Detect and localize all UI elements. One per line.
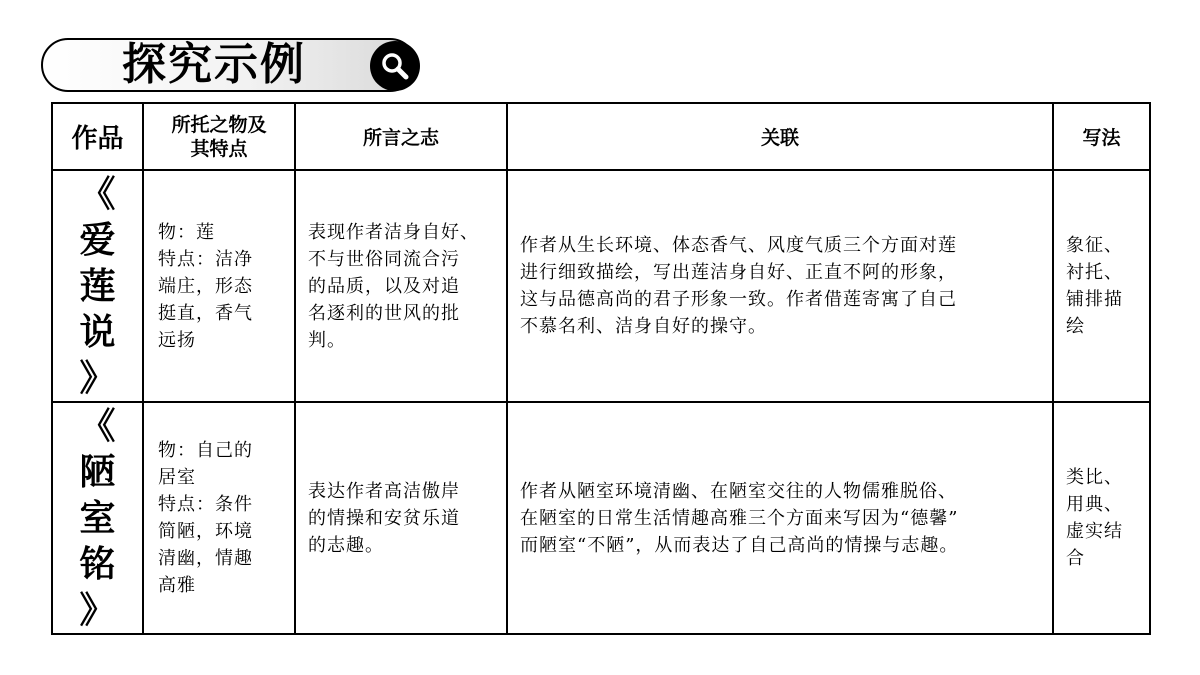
technique-cell: [1053, 402, 1150, 634]
technique-text: 类比、 用典、 虚实结 合: [1066, 467, 1123, 569]
header-object-label: 所托之物及 其特点: [171, 113, 267, 160]
search-icon: [380, 51, 410, 81]
relation-text: 作者从生长环境、体态香气、风度气质三个方面对莲 进行细致描绘，写出莲洁身自好、正直不阿的形象， 这与品德高尚的君子形象一致。作者借莲寄寓了自己 不慕名利、洁身自好的操守。: [520, 235, 957, 337]
relation-cell: [507, 170, 1053, 402]
aspiration-text: 表达作者高洁傲岸 的情操和安贫乐道 的志趣。: [308, 480, 460, 556]
aspiration-text: 表现作者洁身自好、 不与世俗同流合污 的品质，以及对追 名逐利的世风的批 判。: [308, 221, 479, 351]
header-technique: 写法: [1053, 103, 1150, 170]
relation-cell: [507, 402, 1053, 634]
search-badge: [370, 41, 420, 91]
object-cell: [143, 402, 295, 634]
work-title: 《 爱 莲 说 》: [79, 173, 116, 399]
header-object: [143, 103, 295, 170]
table-header-row: [52, 103, 1150, 170]
aspiration-cell: [295, 170, 507, 402]
work-cell: [52, 170, 143, 402]
table-row: [52, 402, 1150, 634]
object-text: 物：莲 特点：洁净 端庄，形态 挺直，香气 远扬: [158, 221, 253, 351]
relation-text: 作者从陋室环境清幽、在陋室交往的人物儒雅脱俗、 在陋室的日常生活情趣高雅三个方面来写因为“德馨” 而陋室“不陋”，从而表达了自己高尚的情操与志趣。: [520, 480, 959, 556]
technique-cell: [1053, 170, 1150, 402]
header-aspiration: 所言之志: [295, 103, 507, 170]
technique-text: 象征、 衬托、 铺排描 绘: [1066, 235, 1123, 337]
comparison-table: [51, 102, 1151, 635]
work-cell: [52, 402, 143, 634]
object-cell: [143, 170, 295, 402]
header-work: 作品: [52, 103, 143, 170]
header-relation: 关联: [507, 103, 1053, 170]
table-row: [52, 170, 1150, 402]
aspiration-cell: [295, 402, 507, 634]
page-title: 探究示例: [122, 39, 306, 90]
work-title: 《 陋 室 铭 》: [79, 405, 116, 631]
object-text: 物：自己的 居室 特点：条件 简陋，环境 清幽，情趣 高雅: [158, 440, 253, 596]
